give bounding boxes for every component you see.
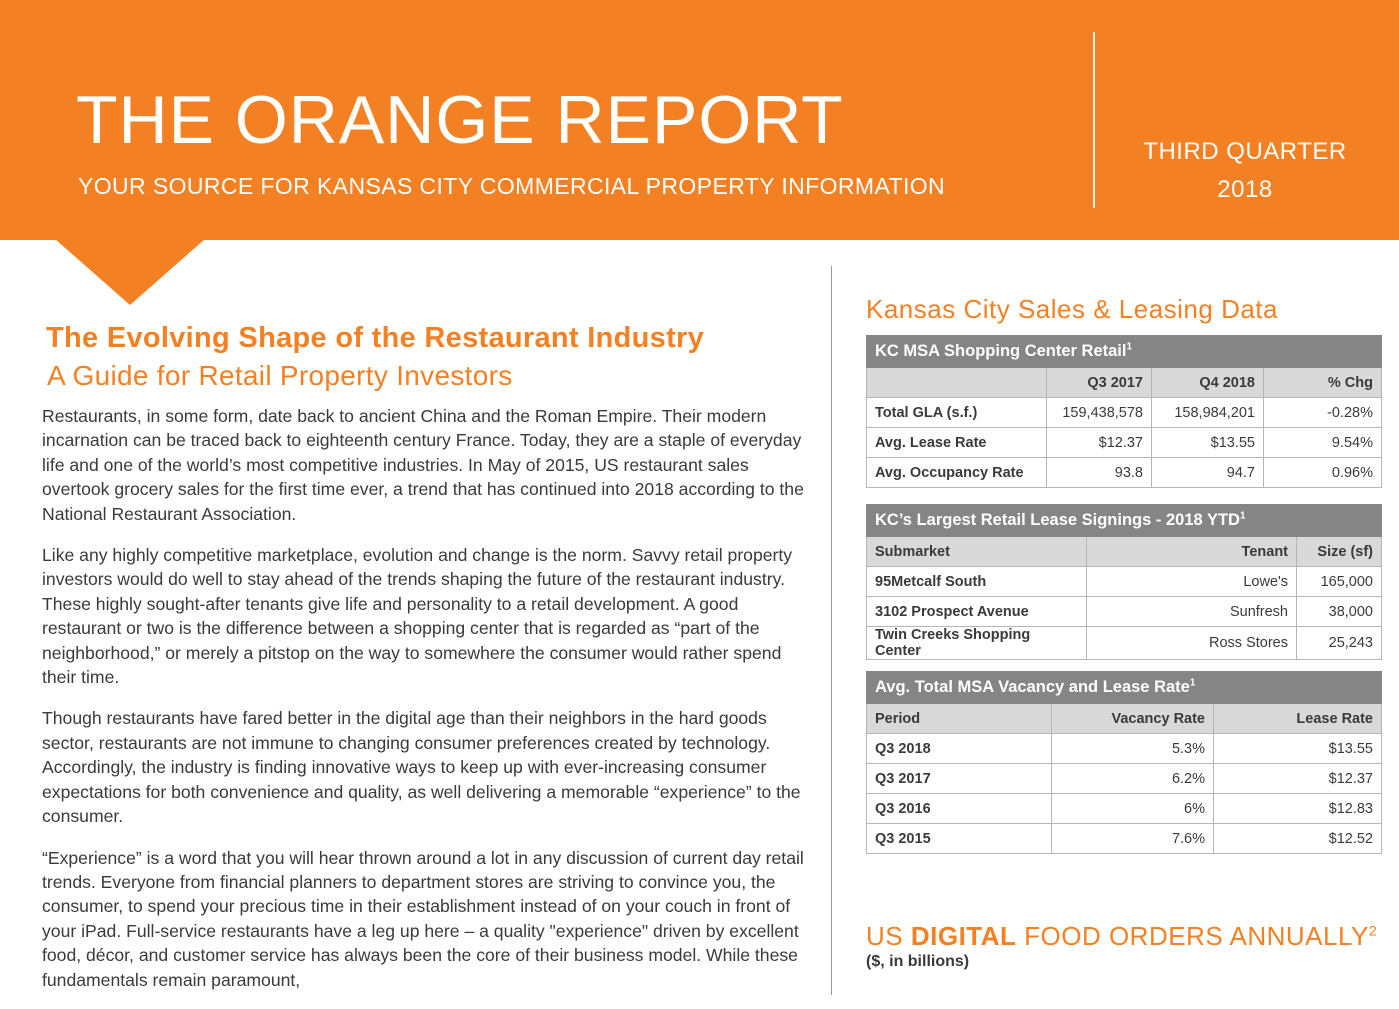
table-row: Twin Creeks Shopping Center Ross Stores 25,243	[867, 627, 1382, 660]
header-divider	[1093, 32, 1095, 208]
vacancy-table	[866, 671, 1382, 854]
retail-table	[866, 335, 1382, 488]
vacancy-table-caption: Avg. Total MSA Vacancy and Lease Rate$^1$	[867, 672, 1382, 704]
table-header-row: Period Vacancy Rate Lease Rate	[867, 704, 1382, 734]
article-body	[42, 404, 812, 1009]
table-header-row: Q3 2017 Q4 2018 % Chg	[867, 368, 1382, 398]
table-row: Avg. Occupancy Rate 93.8 94.7 0.96%	[867, 458, 1382, 488]
article-title: The Evolving Shape of the Restaurant Industry	[46, 322, 705, 354]
table-row: Q3 2016 6% $12.83	[867, 794, 1382, 824]
article-paragraph: “Experience” is a word that you will hear thrown around a lot in any discussion of current day retail trends. Everyone from financial planners to department stores are striving to convince you, the consumer, to spend your precious time in their establishment instead of on your couch in front of your iPad. Full-service restaurants have a leg up here – a quality "experience" driven by excellent food, décor, and customer service has always been the core of their business model. While these fundamentals remain paramount,	[42, 847, 804, 990]
table-header-row: Submarket Tenant Size (sf)	[867, 537, 1382, 567]
table-row: Avg. Lease Rate $12.37 $13.55 9.54%	[867, 428, 1382, 458]
sales-leasing-title: Kansas City Sales & Leasing Data	[866, 294, 1278, 324]
article-paragraph: Like any highly competitive marketplace, evolution and change is the norm. Savvy retail property investors would do well to stay ahead of the trends shaping the future of the restaurant industry. These highly sought-after tenants give life and personality to a retail development. A good restaurant or two is the difference between a shopping center that is regarded as “part of the neighborhood,” or merely a pitstop on the way to somewhere the consumer would rather spend their time.	[42, 545, 793, 688]
table-row: Total GLA (s.f.) 159,438,578 158,984,201 -0.28%	[867, 398, 1382, 428]
lease-signings-caption: KC’s Largest Retail Lease Signings - 2018 YTD$^1$	[867, 505, 1382, 537]
header-notch	[55, 239, 205, 305]
table-row: 3102 Prospect Avenue Sunfresh 38,000	[867, 597, 1382, 627]
article-paragraph: Restaurants, in some form, date back to ancient China and the Roman Empire. Their modern incarnation can be traced back to eighteenth century France. Today, they are a staple of everyday life and one of the world’s most competitive industries. In May of 2015, US restaurant sales overtook grocery sales for the first time ever, a trend that has continued into 2018 according to the National Restaurant Association.	[42, 406, 804, 524]
report-tagline: YOUR SOURCE FOR KANSAS CITY COMMERCIAL PROPERTY INFORMATION	[78, 173, 946, 199]
digital-food-orders-title: US DIGITAL FOOD ORDERS ANNUALLY$^2$	[866, 921, 1378, 951]
lease-signings-table	[866, 504, 1382, 660]
table-row: Q3 2018 5.3% $13.55	[867, 734, 1382, 764]
article-subtitle: A Guide for Retail Property Investors	[47, 360, 513, 391]
table-row: 95Metcalf South Lowe's 165,000	[867, 567, 1382, 597]
report-title: THE ORANGE REPORT	[76, 82, 844, 158]
table-row: Q3 2015 7.6% $12.52	[867, 824, 1382, 854]
table-row: Q3 2017 6.2% $12.37	[867, 764, 1382, 794]
report-quarter: THIRD QUARTER	[1143, 138, 1347, 165]
article-paragraph: Though restaurants have fared better in the digital age than their neighbors in the hard goods sector, restaurants are not immune to changing consumer preferences created by technology. Accordingly, the industry is finding innovative ways to keep up with ever-increasing consumer expectations for both convenience and quality, as well delivering a memorable “experience” to the consumer.	[42, 708, 801, 827]
column-divider	[831, 266, 832, 995]
digital-food-orders-subtitle: ($, in billions)	[866, 953, 970, 970]
retail-table-caption: KC MSA Shopping Center Retail$^1$	[867, 336, 1382, 368]
report-year: 2018	[1217, 176, 1273, 203]
report-period	[1120, 133, 1370, 209]
